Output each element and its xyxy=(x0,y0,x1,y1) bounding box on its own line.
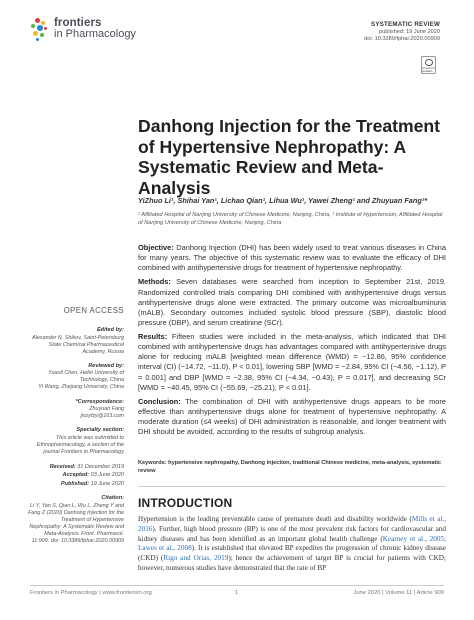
citation-link[interactable]: Rigo and Orias, 2019 xyxy=(163,554,229,563)
abstract-conclusion: Conclusion: The combination of DHI with antihypertensive drugs appears to be more effective than antihypertensive drugs alone for treatment of hypertensive nephropathy. A moderate duration (≤4 weeks) of DHI administration is reasonable, and longer treatment with DHI should be avoided, according to the results of subgroup analysis. xyxy=(138,396,446,437)
footer-volume-info: June 2020 | Volume 11 | Article 909 xyxy=(353,590,444,596)
page-number: 1 xyxy=(235,590,239,596)
check-for-updates-badge[interactable] xyxy=(421,56,436,74)
reviewer-info: Reviewed by: Yuanli Chen, Hefei University of Technology, China Yi Wang, Zhejiang University, China xyxy=(38,362,124,391)
published-date: published: 19 June 2020 xyxy=(379,28,440,35)
introduction-heading: INTRODUCTION xyxy=(138,496,233,510)
abstract-objective: Objective: Danhong Injection (DHI) has been widely used to treat various diseases in China for many years. The objective of this systematic review was to evaluate the efficacy of DHI combined with antihypertensive drugs for treatment of hypertensive nephropathy. xyxy=(138,243,446,273)
article-sidebar xyxy=(28,306,124,552)
journal-name: in Pharmacology xyxy=(54,28,136,40)
specialty-section: Specialty section: This article was submitted to Ethnopharmacology, a section of the journal Frontiers in Pharmacology xyxy=(36,427,124,455)
correspondence-info: *Correspondence: Zhuyuan Fang jiszyfzy@163.com xyxy=(28,399,124,421)
footer-divider xyxy=(30,585,444,586)
logo-brand: frontiers xyxy=(54,17,102,29)
article-type: SYSTEMATIC REVIEW xyxy=(371,21,440,28)
check-updates-icon xyxy=(425,59,433,67)
frontiers-logo-icon xyxy=(30,18,50,46)
frontiers-logo[interactable] xyxy=(30,18,136,46)
footer-journal-link[interactable]: Frontiers in Pharmacology | www.frontiersin.org xyxy=(30,590,152,596)
keywords-text: hypertensive nephropathy, Danhong injection, traditional Chinese medicine, meta-analysis, systematic review xyxy=(138,460,441,474)
abstract-methods: Methods: Seven databases were searched from inception to September 21st, 2019. Randomized controlled trials comparing DHI combined with antihypertensive drugs versus antihypertensive drugs alone were extracted. The primary outcome was microalbuminuria (mALB). Secondary outcomes included systolic blood pressure (SBP), diastolic blood pressure (DBP), and serum creatinine (SCr). xyxy=(138,277,446,327)
editor-info: Edited by: Alexander N. Shikov, Saint-Petersburg State Chemical Pharmaceutical Academy, Russia xyxy=(32,327,124,355)
correspondence-email[interactable]: jiszyfzy@163.com xyxy=(80,413,124,420)
citation-info: Citation: Li Y, Yan S, Qian L, Wu L, Zheng Y and Fang Z (2020) Danhong Injection for the Treatment of Hypertensive Nephropathy: A Systematic Review and Meta-Analysis. Front. Pharmacol. 11:909. doi: 10.3389/fphar.2020.00909 xyxy=(28,495,124,545)
author-list[interactable]: YiZhuo Li¹, Shihai Yan¹, Lichao Qian¹, Lihua Wu¹, Yawei Zheng¹ and Zhuyuan Fang²* xyxy=(138,196,428,205)
keywords-label: Keywords: xyxy=(138,460,167,466)
article-title: Danhong Injection for the Treatment of Hypertensive Nephropathy: A Systematic Review and Meta-Analysis xyxy=(138,116,441,198)
article-meta xyxy=(364,21,440,44)
citation-link[interactable]: Mills et al., 2016 xyxy=(138,515,446,533)
check-updates-label: Check for updates xyxy=(422,66,435,73)
section-divider xyxy=(138,486,446,487)
article-dates: Received: 31 December 2019 Accepted: 03 June 2020 Published: 19 June 2020 xyxy=(49,464,124,487)
citation-link[interactable]: Kearney et al., 2005; Lawes et al., 2008 xyxy=(138,534,447,553)
abstract xyxy=(138,243,446,441)
article-doi[interactable]: doi: 10.3389/fphar.2020.00909 xyxy=(364,36,440,42)
introduction-text: Hypertension is the leading preventable cause of premature death and disability worldwide (Mills et al., 2016). Further, high blood pressure (BP) is one of the most prevalent risk factors for cardiovascular and kidney diseases and has been identified as an important global health challenge (Kearney et al., 2005; Lawes et al., 2008). It is established that elevated BP expedites the progression of chronic kidney disease (CKD) (Rigo and Orias, 2019); hence the achievement of target BP is crucial for patients with CKD; however, numerous studies have demonstrated that the rate of BP xyxy=(138,515,447,572)
open-access-label: OPEN ACCESS xyxy=(63,306,124,315)
affiliations: ¹ Affiliated Hospital of Nanjing University of Chinese Medicine, Nanjing, China, ² Institute of Hypertension, Affiliated Hospital of Nanjing University of Chinese Medicine, Nanjing, China xyxy=(138,212,443,226)
keywords xyxy=(138,460,446,476)
page-header xyxy=(0,0,474,60)
abstract-results: Results: Fifteen studies were included in the meta-analysis, which indicated that DHI combined with antihypertensive drugs has advantages compared with antihypertensive drugs alone for reducing mALB [weighted mean difference (WMD) = −12.86, 95% confidence interval (CI) (−14.72, −11.0), P < 0.01], lowering SBP [WMD = −2.84, 95% CI (−4.56, −1.12), P = 0.001] and DBP [WMD = −2.38, 95% CI (−4.34, −0.43), P = 0.017], and decreasing SCr [WMD = −40.45, 95% CI (−55.69, −25.21), P < 0.01]. xyxy=(138,332,446,392)
